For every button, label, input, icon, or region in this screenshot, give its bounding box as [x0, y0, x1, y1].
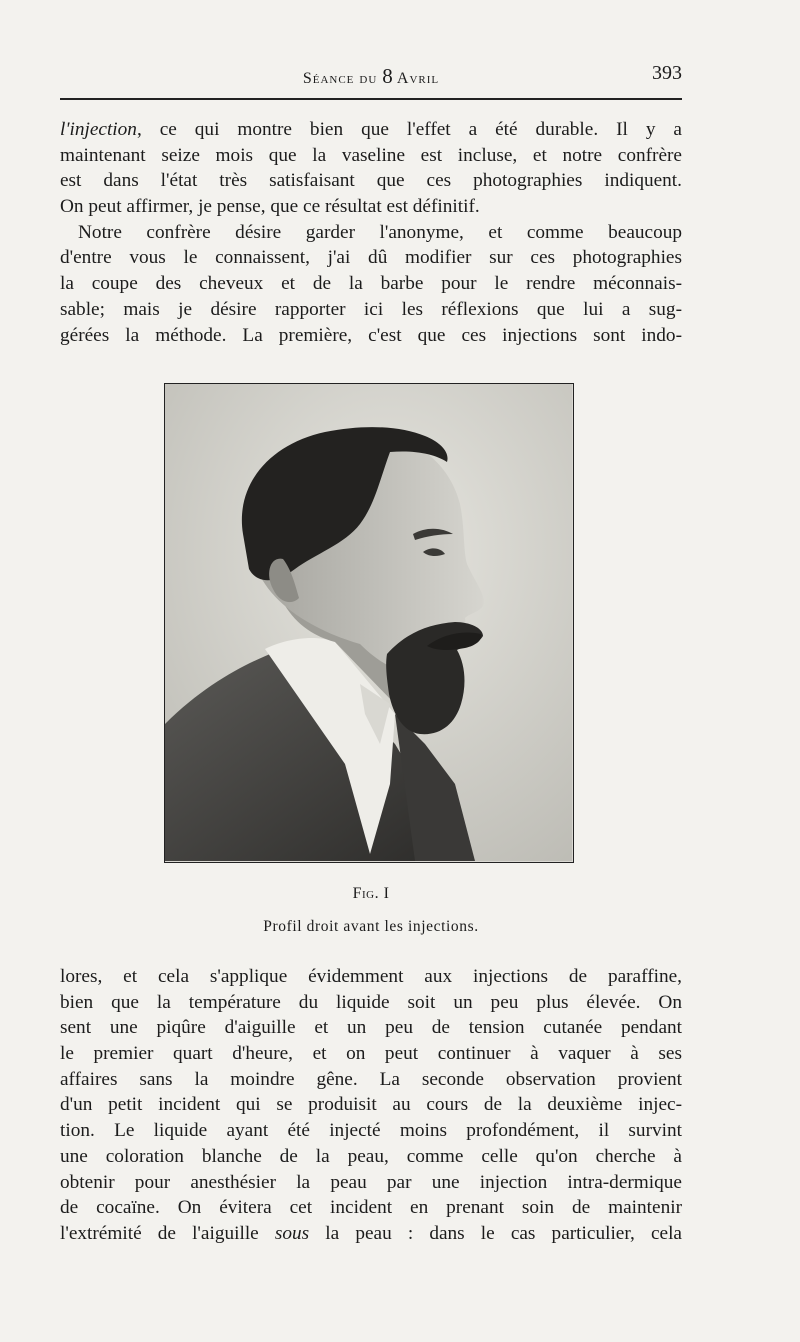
body-text-top	[60, 117, 682, 348]
page-number: 393	[652, 62, 682, 84]
text-line: sable; mais je désire rapporter ici les réflexions que lui a sug-	[60, 298, 682, 320]
text-line: gérées la méthode. La première, c'est que ces injections sont indo-	[60, 324, 682, 346]
text-line: est dans l'état très satisfaisant que ces photographies indiquent.	[60, 170, 682, 192]
text-line: de cocaïne. On évitera cet incident en prenant soin de maintenir	[60, 1197, 682, 1219]
running-title	[60, 64, 682, 89]
portrait-photo-icon	[165, 384, 572, 861]
text-line: d'entre vous le connaissent, j'ai dû modifier sur ces photographies	[60, 247, 682, 269]
text-line: le premier quart d'heure, et on peut continuer à vaquer à ses	[60, 1043, 682, 1065]
running-title-suffix: Avril	[392, 70, 440, 87]
text-line: bien que la température du liquide soit un peu plus élevée. On	[60, 991, 682, 1013]
text-line: affaires sans la moindre gêne. La seconde observation provient	[60, 1068, 682, 1090]
running-title-number: 8	[382, 64, 393, 88]
text-line: lores, et cela s'applique évidemment aux injections de paraffine,	[60, 966, 682, 987]
text-line: d'un petit incident qui se produisit au cours de la deuxième injec-	[60, 1094, 682, 1116]
header-rule	[60, 98, 682, 100]
text-line: la coupe des cheveux et de la barbe pour le rendre méconnais-	[60, 273, 682, 295]
figure-photo	[164, 383, 574, 863]
text-line: l'injection, ce qui montre bien que l'effet a été durable. Il y a	[60, 119, 682, 140]
text-line: tion. Le liquide ayant été injecté moins profondément, il survint	[60, 1120, 682, 1142]
text-line: On peut affirmer, je pense, que ce résultat est définitif.	[60, 196, 480, 218]
figure-caption: Profil droit avant les injections.	[263, 918, 479, 935]
running-title-prefix: Séance du	[302, 70, 383, 87]
running-head	[60, 60, 682, 88]
text-line: l'extrémité de l'aiguille sous la peau : dans le cas particulier, cela	[60, 1222, 682, 1244]
figure-label-number: . I	[374, 885, 390, 902]
text-line: obtenir pour anesthésier la peau par une injection intra-dermique	[60, 1171, 682, 1193]
text-line: sent une piqûre d'aiguille et un peu de tension cutanée pendant	[60, 1017, 682, 1039]
text-line: une coloration blanche de la peau, comme celle qu'on cherche à	[60, 1145, 682, 1167]
text-line: Notre confrère désire garder l'anonyme, et comme beaucoup	[78, 221, 682, 243]
figure-label	[60, 885, 682, 903]
figure-label-prefix: Fig	[352, 885, 375, 902]
body-text-bottom	[60, 964, 682, 1247]
text-line: maintenant seize mois que la vaseline est incluse, et notre confrère	[60, 144, 682, 166]
